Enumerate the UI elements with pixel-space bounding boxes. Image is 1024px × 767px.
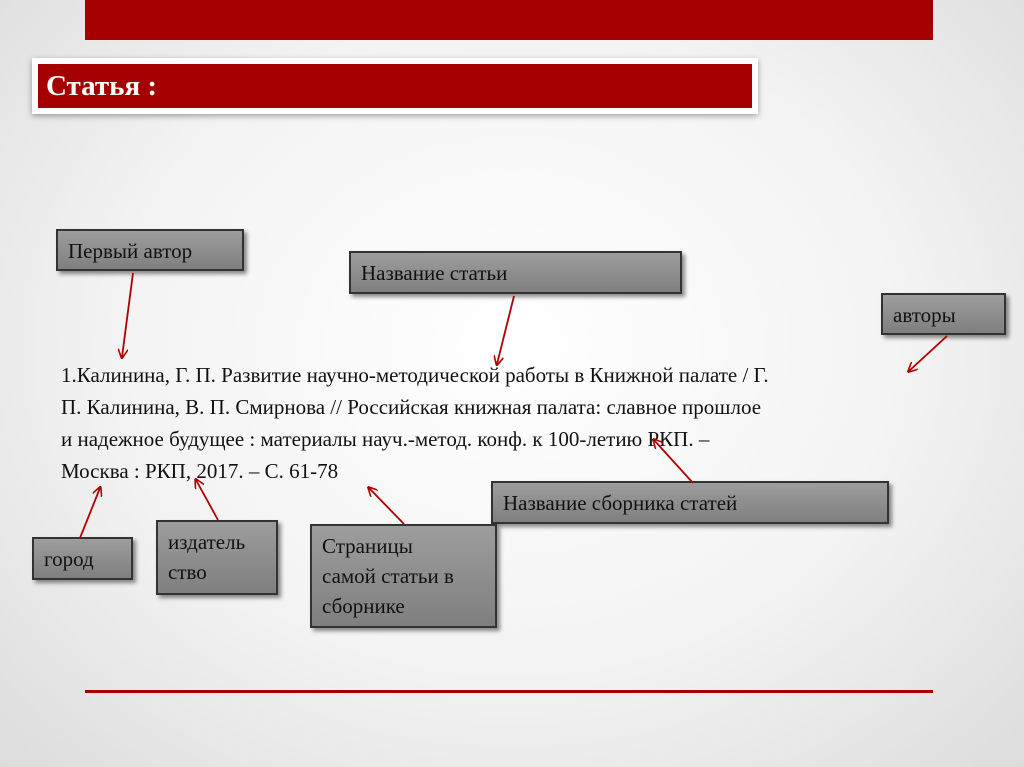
bottom-accent-line xyxy=(85,690,933,693)
label-city: город xyxy=(32,537,133,580)
label-article-title: Название статьи xyxy=(349,251,682,294)
arrow-first-author xyxy=(122,273,133,357)
arrow-publisher xyxy=(196,480,218,520)
label-collection-title: Название сборника статей xyxy=(491,481,889,524)
label-pages-line: самой статьи в xyxy=(322,564,454,588)
arrow-pages xyxy=(369,488,404,524)
label-publisher-line: издатель xyxy=(168,530,246,554)
reference-line: 1.Калинина, Г. П. Развитие научно-методической работы в Книжной палате / Г. xyxy=(61,363,769,387)
arrow-collection-title xyxy=(654,440,693,483)
reference-line: и надежное будущее : материалы науч.-метод. конф. к 100-летию РКП. – xyxy=(61,427,710,451)
label-pages-line: Страницы xyxy=(322,534,413,558)
reference-line: Москва : РКП, 2017. – С. 61-78 xyxy=(61,459,339,483)
slide-title: Статья : xyxy=(38,64,752,108)
arrow-article-title xyxy=(497,296,514,364)
reference-line: П. Калинина, В. П. Смирнова // Российская книжная палата: славное прошлое xyxy=(61,395,762,419)
label-authors: авторы xyxy=(881,293,1006,335)
arrow-city xyxy=(80,488,100,538)
label-first-author: Первый автор xyxy=(56,229,244,271)
label-pages-line: сборнике xyxy=(322,594,405,618)
arrow-authors xyxy=(909,336,947,371)
label-publisher-line: ство xyxy=(168,560,207,584)
